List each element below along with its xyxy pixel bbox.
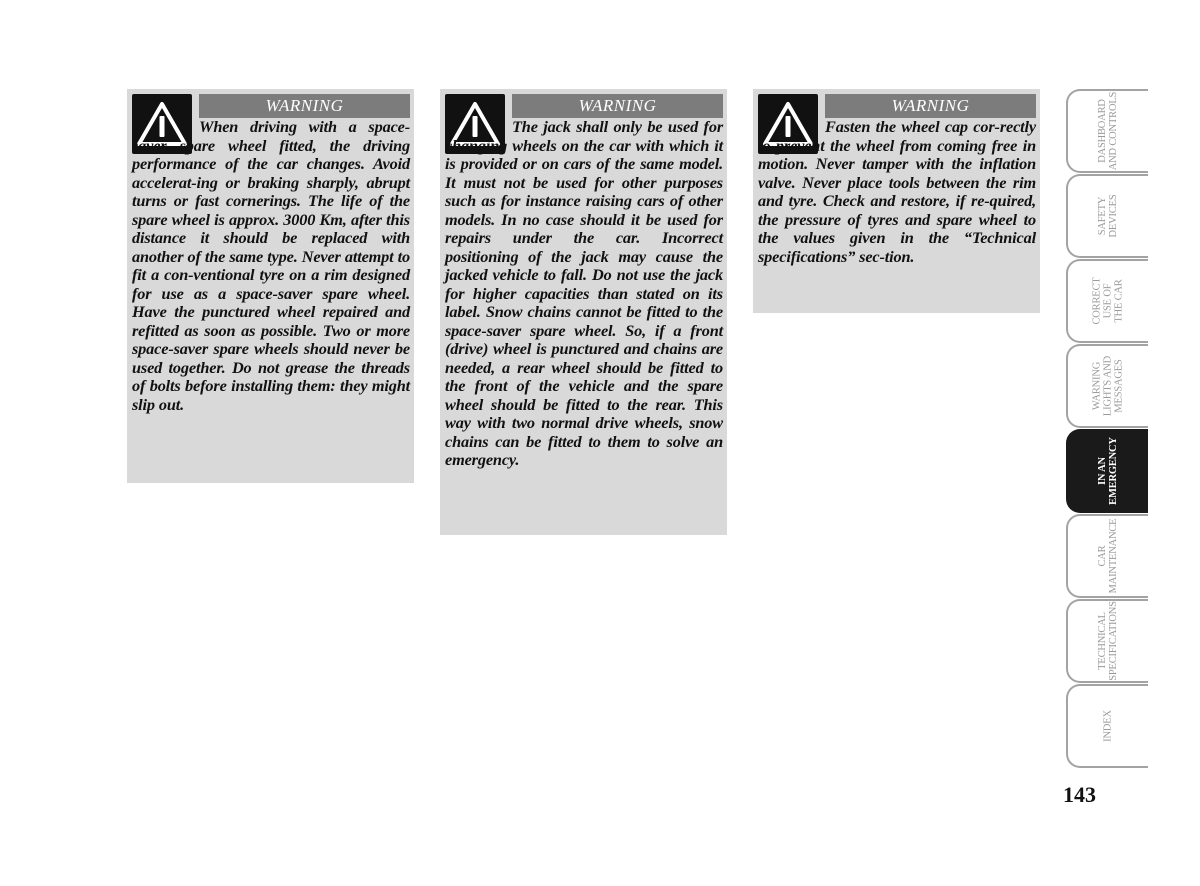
tab-in-an-emergency[interactable]: [1066, 429, 1148, 513]
page-number: 143: [1063, 782, 1096, 807]
warning-label: WARNING: [199, 94, 410, 118]
tab-label: TECHNICAL SPECIFICATIONS: [1097, 601, 1119, 681]
tab-warning-lights-and-messages[interactable]: [1066, 344, 1148, 428]
warning-label: WARNING: [512, 94, 723, 118]
tab-label: WARNING LIGHTS AND MESSAGES: [1091, 355, 1125, 417]
tab-label: CAR MAINTENANCE: [1097, 518, 1119, 594]
tab-label: INDEX: [1102, 710, 1114, 742]
tab-technical-specifications[interactable]: [1066, 599, 1148, 683]
warning-box-wheel-cap: [753, 89, 1040, 313]
warning-box-spare-wheel: [127, 89, 414, 483]
warning-label: WARNING: [825, 94, 1036, 118]
warning-text: When driving with a space-saver spare wheel fitted, the driving performance of the car changes. Avoid accelerat-ing or braking sharply, abrupt turns or fast cornerings. The life of the spare wheel is approx. 3000 Km, after this distance it should be replaced with another of the same type. Never attempt to fit a con-ventional tyre on a rim designed for use as a space-saver spare wheel. Have the punctured wheel repaired and refitted as soon as possible. Two or more space-saver spare wheels should never be used together. Do not grease the threads of bolts before installing them: they might slip out.: [132, 117, 410, 414]
warning-text: The jack shall only be used for changing wheels on the car with which it is provided or on cars of the same model. It must not be used for other purposes such as for instance raising cars of other models. In no case should it be used for repairs under the car. Incorrect positioning of the jack may cause the jacked vehicle to fall. Do not use the jack for higher capacities than stated on its label. Snow chains cannot be fitted to the space-saver spare wheel. So, if a front (drive) wheel is punctured and chains are needed, a rear wheel should be fitted to the front of the vehicle and the spare wheel should be fitted to the rear. This way with two normal drive wheels, snow chains can be fitted to them to solve an emergency.: [445, 117, 723, 469]
tab-correct-use-of-the-car[interactable]: [1066, 259, 1148, 343]
tab-label: DASHBOARD AND CONTROLS: [1097, 91, 1119, 171]
tab-label: IN AN EMERGENCY: [1097, 437, 1119, 505]
tab-car-maintenance[interactable]: [1066, 514, 1148, 598]
tab-label: CORRECT USE OF THE CAR: [1091, 277, 1125, 325]
warning-text: Fasten the wheel cap cor-rectly to prevent the wheel from coming free in motion. Never tamper with the inflation valve. Never place tools between the rim and tyre. Check and restore, if re-quired, the pressure of tyres and spare wheel to the values given in the “Technical specifications” sec-tion.: [758, 117, 1036, 266]
tab-dashboard-and-controls[interactable]: [1066, 89, 1148, 173]
warning-box-jack: [440, 89, 727, 535]
tab-label: SAFETY DEVICES: [1097, 194, 1119, 238]
tab-index[interactable]: [1066, 684, 1148, 768]
tab-safety-devices[interactable]: [1066, 174, 1148, 258]
